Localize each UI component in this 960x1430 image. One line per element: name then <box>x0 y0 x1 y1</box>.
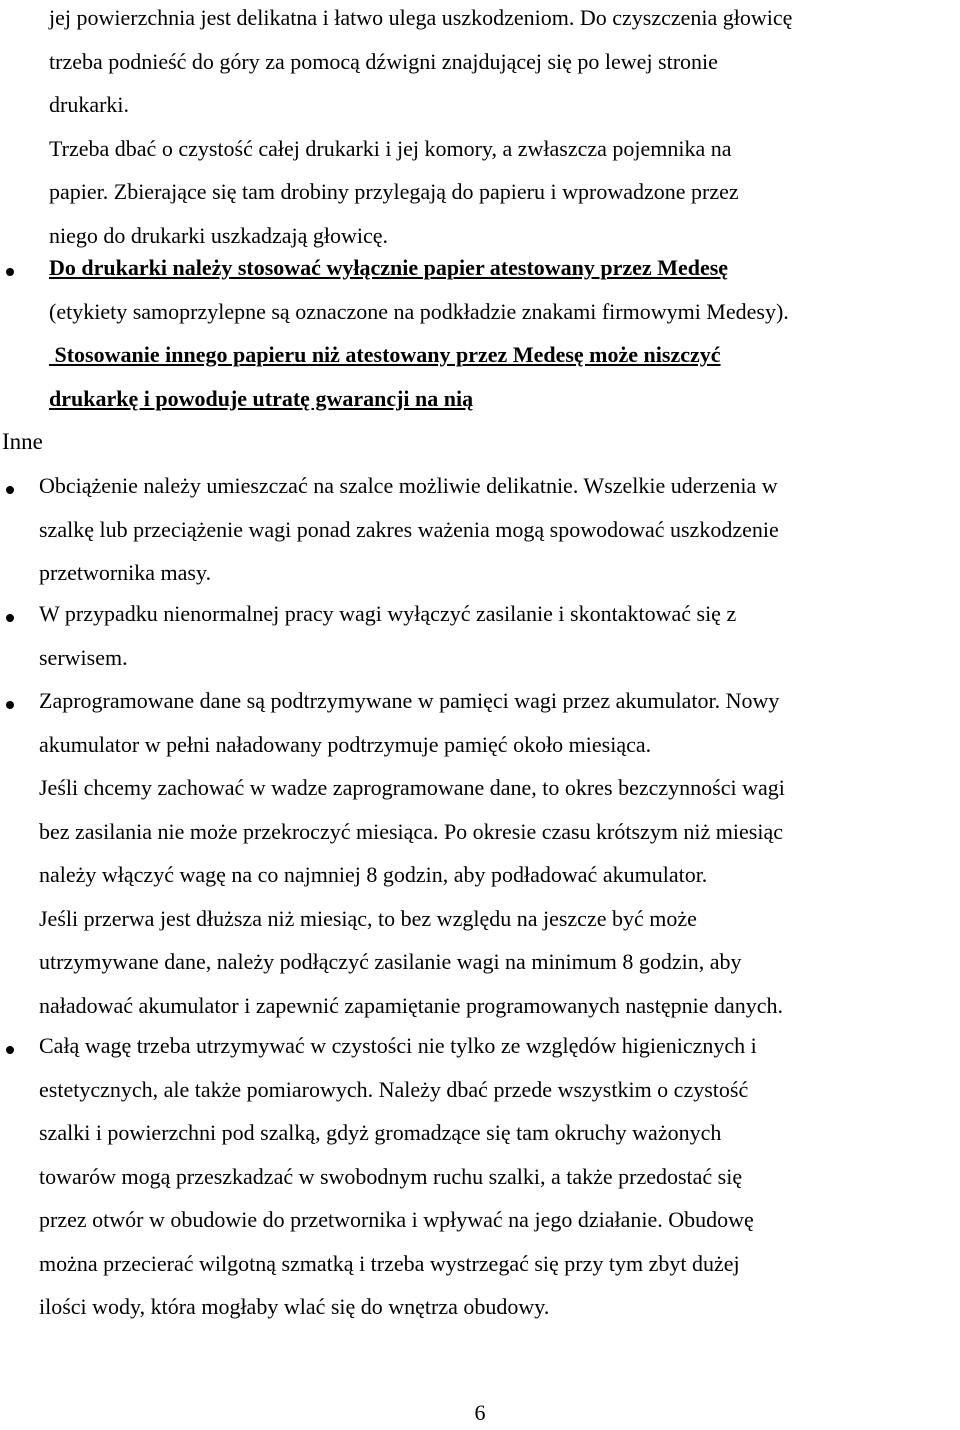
bullet-line: utrzymywane dane, należy podłączyć zasilanie wagi na minimum 8 godzin, aby <box>39 949 742 974</box>
intro-paragraph <box>49 0 954 257</box>
bullet-line: W przypadku nienormalnej pracy wagi wyłączyć zasilanie i skontaktować się z <box>39 601 737 626</box>
bullet-line: ilości wody, która mogłaby wlać się do wnętrza obudowy. <box>39 1294 550 1319</box>
bullet-line: przetwornika masy. <box>39 560 212 585</box>
bullet-icon <box>6 1046 14 1054</box>
bullet-line: bez zasilania nie może przekroczyć miesiąca. Po okresie czasu krótszym niż miesiąc <box>39 818 784 844</box>
page-number: 6 <box>474 1400 486 1425</box>
bullet-line: przez otwór w obudowie do przetwornika i wpływać na jego działanie. Obudowę <box>39 1207 754 1232</box>
bullet-line: akumulator w pełni naładowany podtrzymuje pamięć około miesiąca. <box>39 731 652 757</box>
bullet-text <box>39 679 957 1027</box>
intro-line: Trzeba dbać o czystość całej drukarki i jej komory, a zwłaszcza pojemnika na <box>49 135 732 161</box>
bullet-icon <box>6 614 14 622</box>
bullet-text <box>39 592 957 679</box>
intro-line: trzeba podnieść do góry za pomocą dźwigni znajdującej się po lewej stronie <box>49 48 718 74</box>
bullet-line: estetycznych, ale także pomiarowych. Należy dbać przede wszystkim o czystość <box>39 1076 749 1102</box>
section-heading: Inne <box>2 429 43 454</box>
bullet-icon <box>6 701 14 709</box>
bullet-text <box>39 1024 957 1329</box>
bullet-icon <box>6 486 14 494</box>
bullet-line: Jeśli przerwa jest dłuższa niż miesiąc, to bez względu na jeszcze być może <box>39 905 697 931</box>
bullet-line: serwisem. <box>39 644 128 670</box>
bullet-line: Jeśli chcemy zachować w wadze zaprogramowane dane, to okres bezczynności wagi <box>39 775 785 800</box>
bullet-line: Zaprogramowane dane są podtrzymywane w pamięci wagi przez akumulator. Nowy <box>39 688 780 713</box>
bullet-line: szalki i powierzchni pod szalką, gdyż gromadzące się tam okruchy ważonych <box>39 1120 722 1145</box>
printer-warning-line: drukarkę i powoduje utratę gwarancji na nią <box>49 385 474 411</box>
printer-warning-line: Stosowanie innego papieru niż atestowany przez Medesę może niszczyć <box>49 342 721 367</box>
bullet-line: szalkę lub przeciążenie wagi ponad zakres ważenia mogą spowodować uszkodzenie <box>39 516 779 542</box>
printer-paper-note: (etykiety samoprzylepne są oznaczone na podkładzie znakami firmowymi Medesy). <box>49 298 789 324</box>
bullet-line: naładować akumulator i zapewnić zapamiętanie programowanych następnie danych. <box>39 992 784 1018</box>
bullet-line: Całą wagę trzeba utrzymywać w czystości nie tylko ze względów higienicznych i <box>39 1033 757 1058</box>
printer-paper-text <box>49 246 954 420</box>
intro-line: niego do drukarki uszkadzają głowicę. <box>49 222 389 248</box>
printer-paper-requirement: Do drukarki należy stosować wyłącznie papier atestowany przez Medesę <box>49 255 729 280</box>
bullet-line: Obciążenie należy umieszczać na szalce możliwie delikatnie. Wszelkie uderzenia w <box>39 473 778 498</box>
intro-line: drukarki. <box>49 92 130 117</box>
bullet-text <box>39 464 957 595</box>
bullet-line: należy włączyć wagę na co najmniej 8 godzin, aby podładować akumulator. <box>39 862 708 887</box>
bullet-icon <box>6 268 14 276</box>
intro-line: papier. Zbierające się tam drobiny przylegają do papieru i wprowadzone przez <box>49 179 739 204</box>
bullet-line: można przecierać wilgotną szmatką i trzeba wystrzegać się przy tym zbyt dużej <box>39 1250 740 1276</box>
bullet-line: towarów mogą przeszkadzać w swobodnym ruchu szalki, a także przedostać się <box>39 1163 743 1189</box>
intro-line: jej powierzchnia jest delikatna i łatwo ulega uszkodzeniom. Do czyszczenia głowicę <box>49 5 793 30</box>
